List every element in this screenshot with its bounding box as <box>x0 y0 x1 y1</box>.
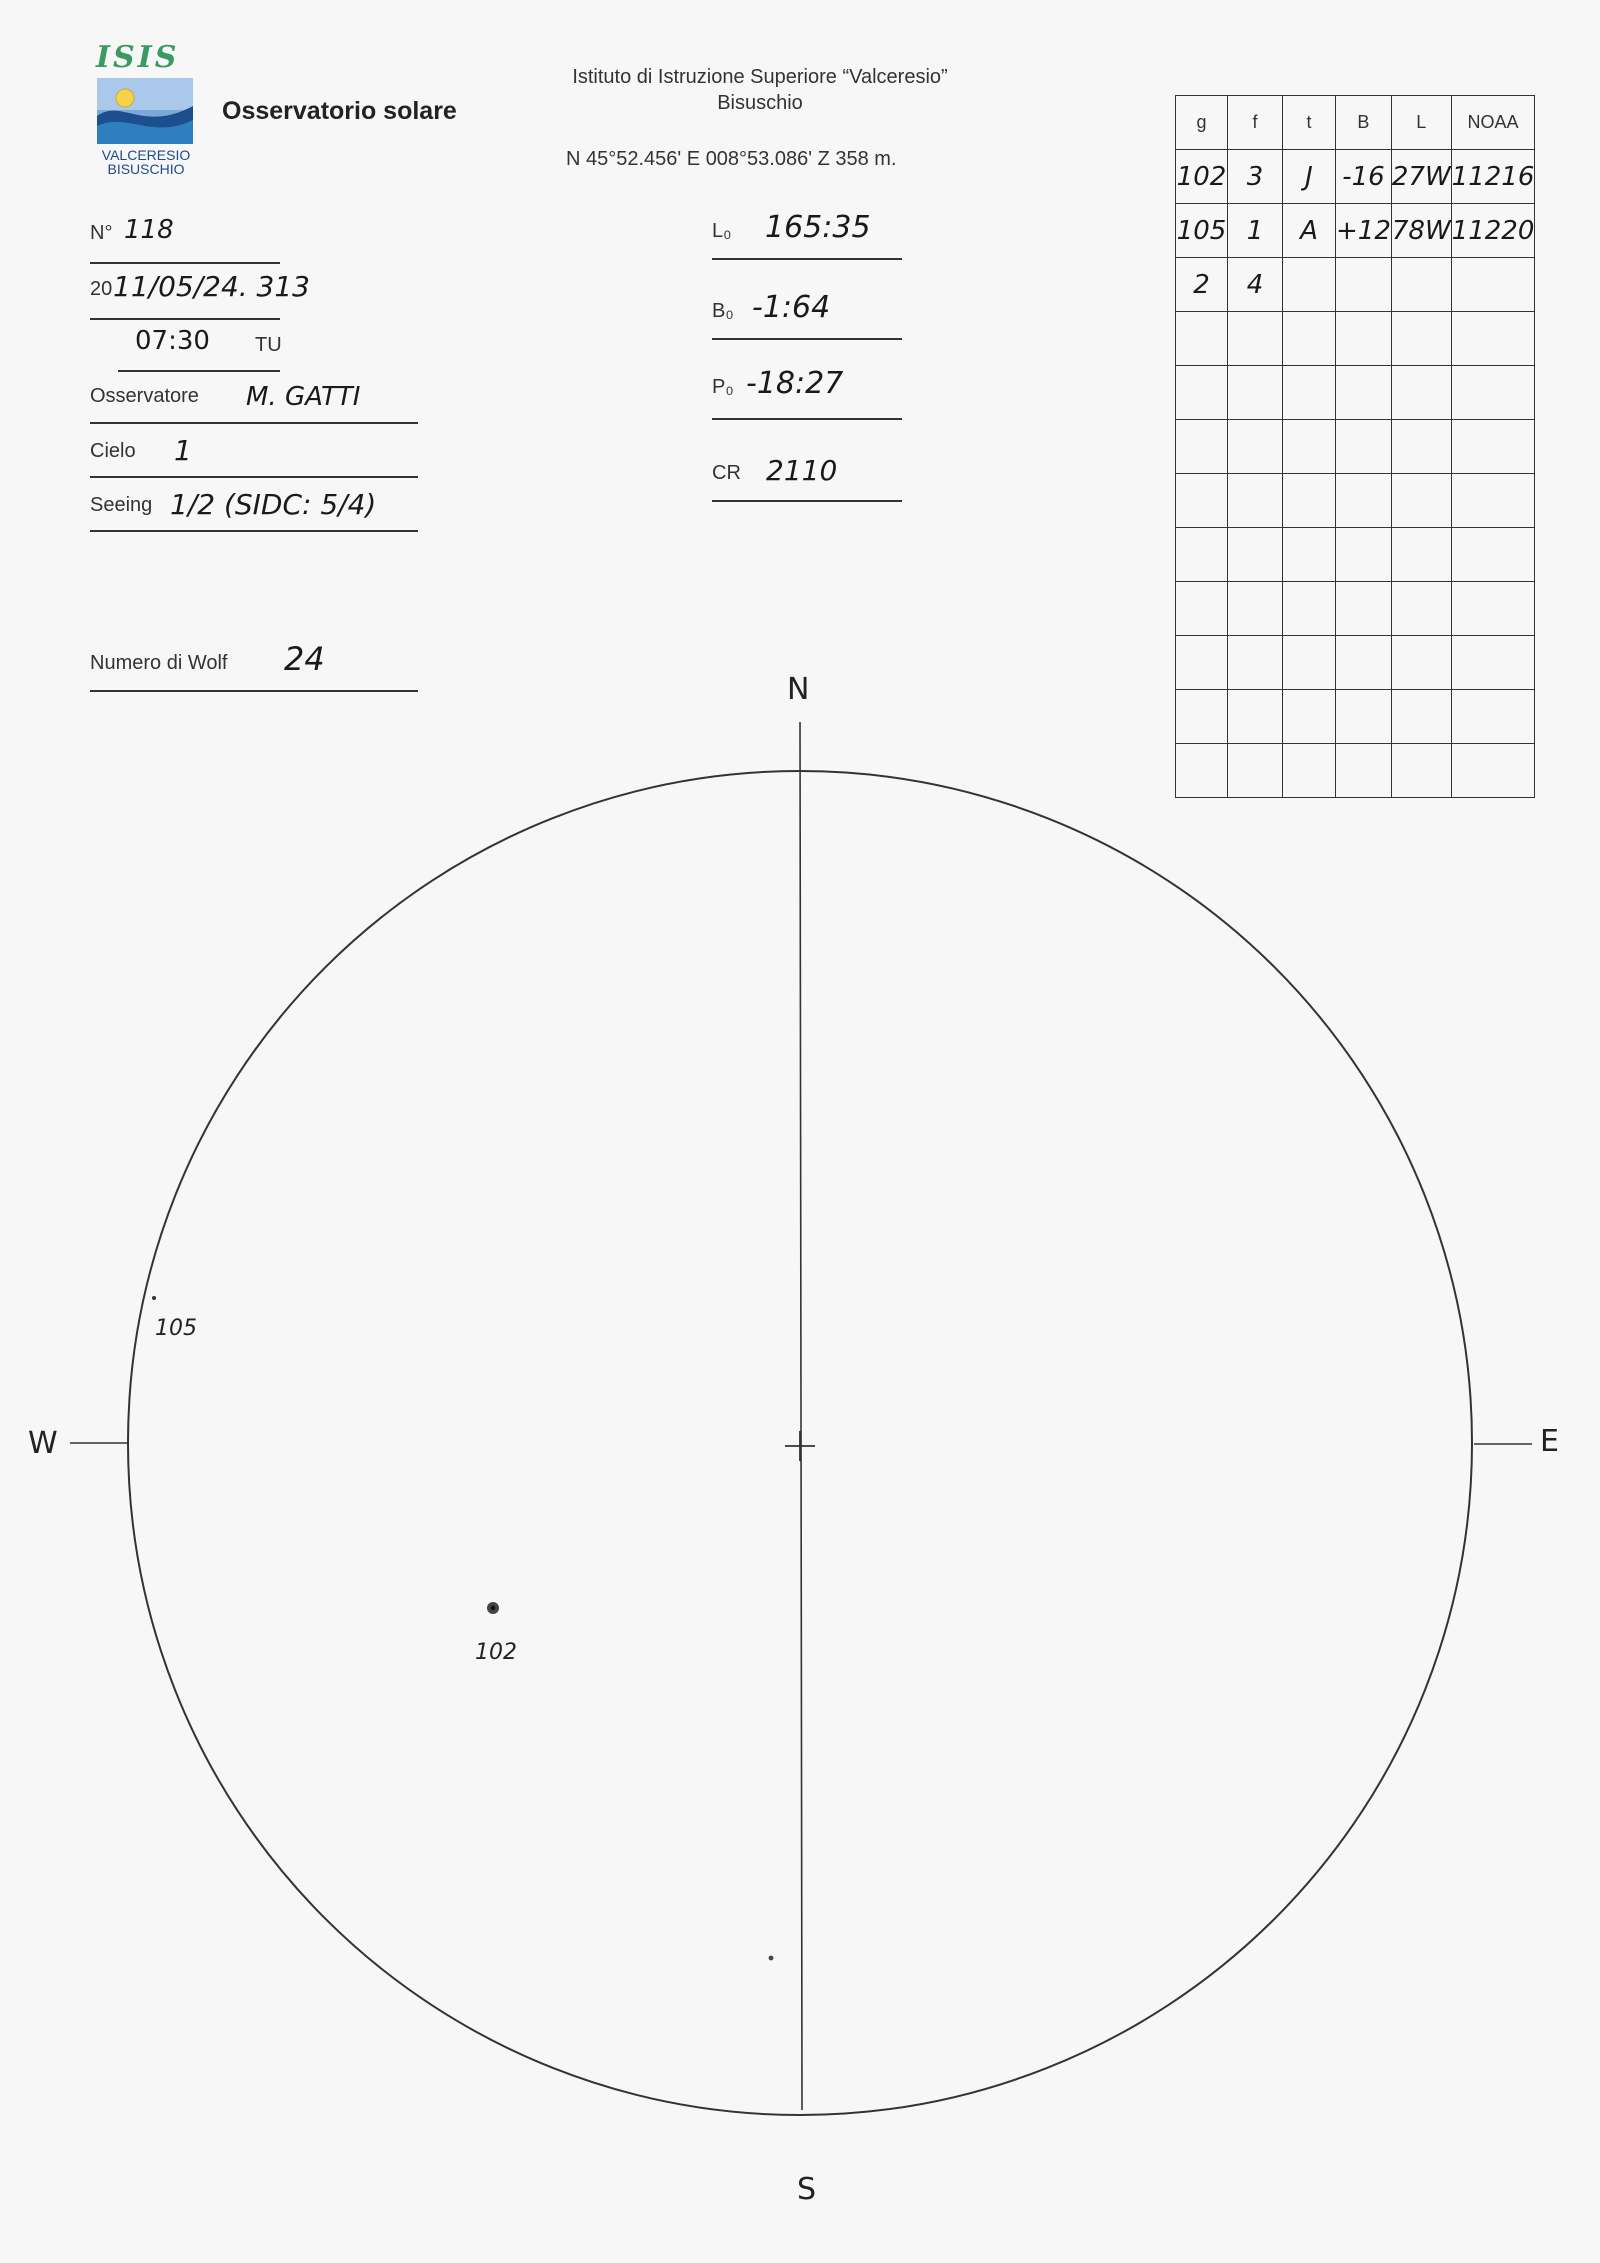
group-label-105: 105 <box>155 1316 197 1341</box>
seeing-value: 1/2 (SIDC: 5/4) <box>170 488 377 521</box>
school-line-1: Istituto di Istruzione Superiore “Valceresio” <box>572 66 948 88</box>
seeing-label: Seeing <box>90 494 153 516</box>
west-label: W <box>28 1426 58 1461</box>
east-label: E <box>1540 1424 1559 1459</box>
header-longitude: L <box>1391 96 1451 150</box>
cell-group: 2 <box>1176 258 1228 312</box>
time-unit: TU <box>255 334 282 356</box>
number-label: N° <box>90 222 113 244</box>
cell-type: J <box>1283 150 1336 204</box>
cr-label: CR <box>712 462 741 484</box>
cell-longitude: 78W <box>1391 204 1451 258</box>
cell-type: A <box>1283 204 1336 258</box>
cell-noaa: 11216 <box>1451 150 1535 204</box>
header-noaa: NOAA <box>1451 96 1535 150</box>
header-type: t <box>1283 96 1336 150</box>
cell-latitude: +12 <box>1336 204 1392 258</box>
cell-spots: 1 <box>1228 204 1283 258</box>
wolf-value: 24 <box>284 640 325 678</box>
header-group: g <box>1176 96 1228 150</box>
date-prefix: 20 <box>90 278 113 300</box>
time-value: 07:30 <box>135 326 210 356</box>
sunspot-group-105-mark <box>152 1296 156 1300</box>
school-line-2: Bisuschio <box>717 92 803 114</box>
cell-group: 105 <box>1176 204 1228 258</box>
cr-value: 2110 <box>766 454 838 487</box>
b0-label: B₀ <box>712 300 734 322</box>
observer-label: Osservatore <box>90 385 199 407</box>
south-label: S <box>797 2172 817 2207</box>
date-value: 11/05/24. 313 <box>113 270 310 303</box>
header-spots: f <box>1228 96 1283 150</box>
cell-noaa: 11220 <box>1451 204 1535 258</box>
cell-spots: 4 <box>1228 258 1283 312</box>
wolf-label: Numero di Wolf <box>90 652 228 674</box>
observatory-title: Osservatorio solare <box>222 97 457 125</box>
group-label-102: 102 <box>475 1640 517 1665</box>
observer-value: M. GATTI <box>246 382 361 412</box>
north-label: N <box>787 672 810 707</box>
cell-spots: 3 <box>1228 150 1283 204</box>
p0-label: P₀ <box>712 376 734 398</box>
logo-isis-text: ISIS <box>96 40 180 75</box>
logo-subtitle-2: BISUSCHIO <box>107 161 185 177</box>
number-value: 118 <box>124 215 174 245</box>
speck-mark <box>769 1956 774 1961</box>
logo-subtitle-1: VALCERESIO <box>101 147 191 163</box>
cell-longitude: 27W <box>1391 150 1451 204</box>
sky-value: 1 <box>174 434 192 467</box>
cell-group: 102 <box>1176 150 1228 204</box>
l0-value: 165:35 <box>765 210 871 245</box>
north-south-axis <box>800 722 802 2110</box>
cell-latitude: -16 <box>1336 150 1392 204</box>
p0-value: -18:27 <box>746 366 844 401</box>
sky-label: Cielo <box>90 440 136 462</box>
b0-value: -1:64 <box>752 290 831 325</box>
header-latitude: B <box>1336 96 1392 150</box>
l0-label: L₀ <box>712 220 732 242</box>
observatory-coordinates: N 45°52.456' E 008°53.086' Z 358 m. <box>566 148 897 170</box>
